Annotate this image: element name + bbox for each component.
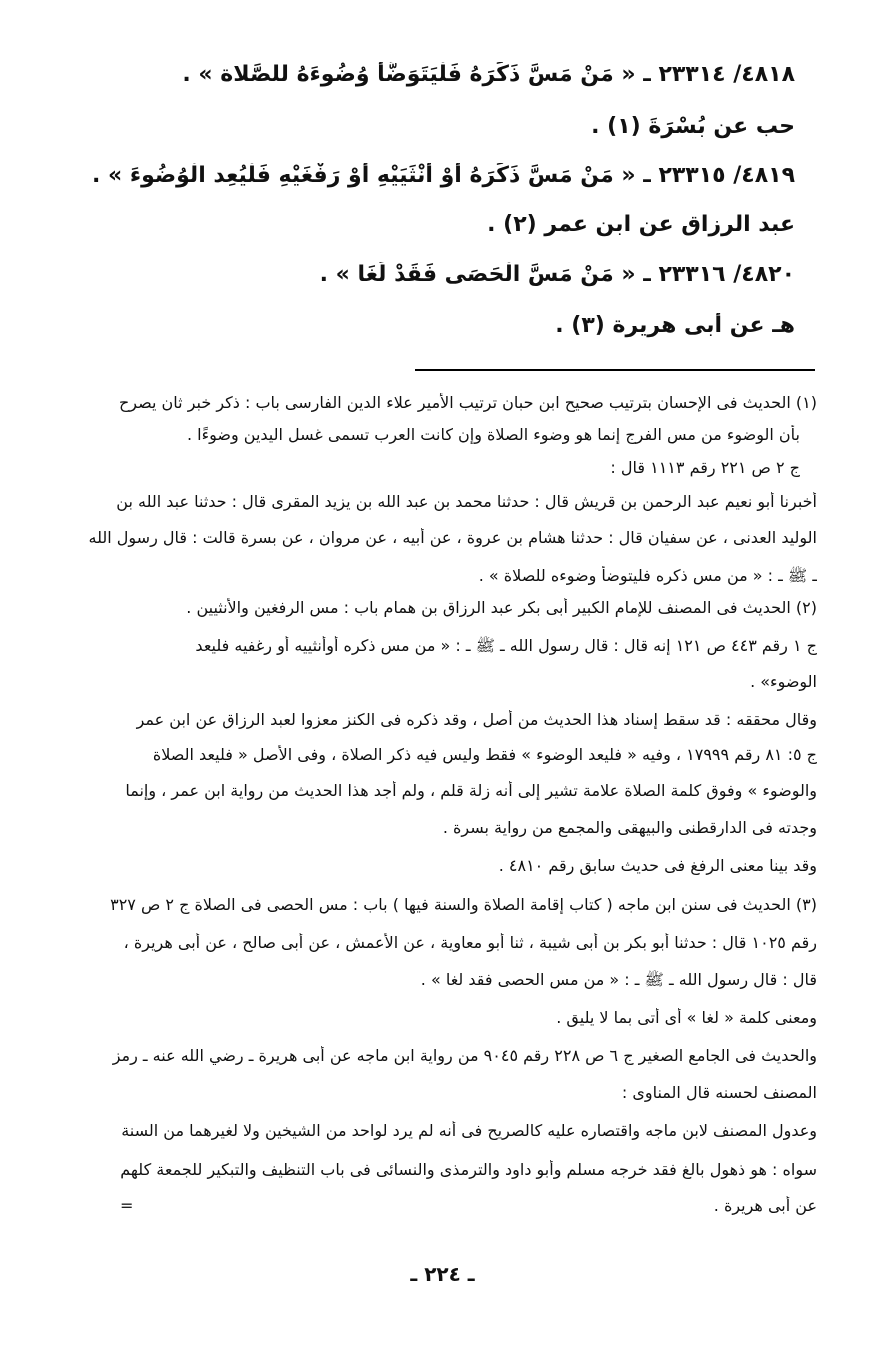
footnote-line: (٢) الحديث فى المصنف للإمام الكبير أبى بكر عبد الرزاق بن همام باب : مس الرفغين والأنثيين . <box>186 598 817 617</box>
footnote-line: وقد بينا معنى الرفغ فى حديث سابق رقم ٤٨١٠ . <box>498 856 817 875</box>
footnote-line: وقال محققه : قد سقط إسناد هذا الحديث من أصل ، وقد ذكره فى الكنز معزوا لعبد الرزاق عن ابن عمر <box>136 710 817 729</box>
footnote-line: ج ١ رقم ٤٤٣ ص ١٢١ إنه قال : قال رسول الله ـ ﷺ ـ : « من مس ذكره أوأنثييه أو رغفيه فليعد <box>195 636 817 655</box>
footnote-line: عن أبى هريرة . <box>713 1196 817 1215</box>
footnote-line: المصنف لحسنه قال المناوى : <box>621 1083 817 1102</box>
footnote-line: والوضوء » وفوق كلمة الصلاة علامة تشير إلى أنه زلة قلم ، ولم أجد هذا الحديث من رواية ابن عمر ، وإنما <box>125 781 817 800</box>
page-number: ـ ٢٢٤ ـ <box>410 1262 475 1286</box>
source-line-1: حب عن بُسْرَةَ (١) . <box>591 114 795 139</box>
footnote-line: الوضوء» . <box>750 672 817 691</box>
footnote-line: ومعنى كلمة « لغا » أى أتى بما لا يليق . <box>556 1008 817 1027</box>
footnote-line: رقم ١٠٢٥ قال : حدثنا أبو بكر بن أبى شيبة ، ثنا أبو معاوية ، عن الأعمش ، عن أبى صالح ، عن أبى هريرة ، <box>123 933 817 952</box>
footnote-line: (٣) الحديث فى سنن ابن ماجه ( كتاب إقامة الصلاة والسنة فيها ) باب : مس الحصى فى الصلاة ج ٢ ص ٣٢٧ <box>110 895 817 914</box>
footnote-divider <box>415 369 815 371</box>
footnote-line: سواه : هو ذهول بالغ فقد خرجه مسلم وأبو داود والترمذى والنسائى فى باب التنظيف والتبكير للجمعة كلهم <box>120 1160 817 1179</box>
hadith-entry-4819: ٤٨١٩/ ٢٣٣١٥ ـ « مَنْ مَسَّ ذَكَرَهُ أَوْ أُنْثَيَيْهِ أَوْ رَفْغَيْهِ فَلْيُعِد الْوُضُوءَ » . <box>91 163 795 188</box>
hadith-entry-4820: ٤٨٢٠/ ٢٣٣١٦ ـ « مَنْ مَسَّ الْحَصَى فَقَدْ لَغَا » . <box>319 262 795 287</box>
footnote-line: الوليد العدنى ، عن سفيان قال : حدثنا هشام بن عروة ، عن أبيه ، عن مروان ، عن بسرة قالت : قال رسول الله <box>88 528 817 547</box>
footnote-line: والحديث فى الجامع الصغير ج ٦ ص ٢٢٨ رقم ٩٠٤٥ من رواية ابن ماجه عن أبى هريرة ـ رضي الله عنه ـ رمز <box>112 1046 817 1065</box>
hadith-entry-4818: ٤٨١٨/ ٢٣٣١٤ ـ « مَنْ مَسَّ ذَكَرَهُ فَلْيَتَوَضَّأْ وُضُوءَهُ للصَّلاة » . <box>182 62 795 87</box>
footnote-line: وجدته فى الدارقطنى والبيهقى والمجمع من رواية بسرة . <box>442 818 817 837</box>
footnote-line: (١) الحديث فى الإحسان بترتيب صحيح ابن حبان ترتيب الأمير علاء الدين الفارسى باب : ذكر خبر ثان يصرح <box>118 393 817 412</box>
footnote-line: ج ٥: ٨١ رقم ١٧٩٩٩ ، وفيه « فليعد الوضوء » فقط وليس فيه ذكر الصلاة ، وفى الأصل « فليعد الصلاة <box>152 745 817 764</box>
source-line-2: عبد الرزاق عن ابن عمر (٢) . <box>487 212 795 237</box>
footnote-line: قال : قال رسول الله ـ ﷺ ـ : « من مس الحصى فقد لغا » . <box>420 970 817 989</box>
footnote-line: أخبرنا أبو نعيم عبد الرحمن بن قريش قال : حدثنا محمد بن عبد الله بن يزيد المقرى قال : حدثنا عبد الله بن <box>116 492 817 511</box>
footnote-line: ـ ﷺ ـ : « من مس ذكره فليتوضأ وضوءه للصلاة » . <box>478 566 817 585</box>
continuation-mark: = <box>120 1196 134 1215</box>
footnote-line: وعدول المصنف لابن ماجه واقتصاره عليه كالصريح فى أنه لم يرد لواحد من الشيخين ولا لغيرهما من السنة <box>121 1121 817 1140</box>
source-line-3: هـ عن أبى هريرة (٣) . <box>555 313 795 338</box>
footnote-line: بأن الوضوء من مس الفرج إنما هو وضوء الصلاة وإن كانت العرب تسمى غسل اليدين وضوءًا . <box>186 425 800 444</box>
footnote-line: ج ٢ ص ٢٢١ رقم ١١١٣ قال : <box>610 458 800 477</box>
